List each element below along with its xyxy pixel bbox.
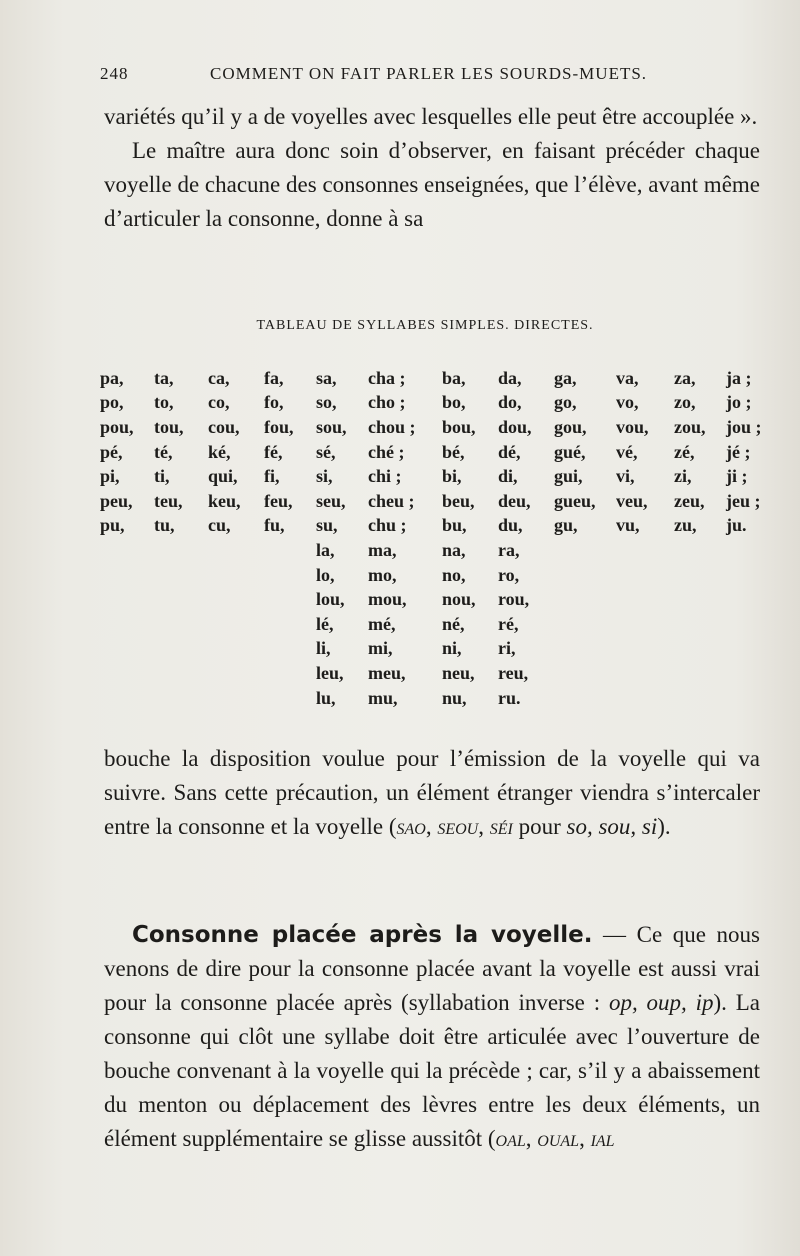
table-cell: do, <box>498 392 522 413</box>
table-cell: gué, <box>554 441 586 462</box>
table-row <box>100 686 768 711</box>
table-cell <box>726 538 768 563</box>
table-cell <box>674 661 726 686</box>
table-cell: mou, <box>368 589 407 610</box>
table-cell: ca, <box>208 367 230 388</box>
table-cell: la, <box>316 539 335 560</box>
table-cell: cho ; <box>368 392 406 413</box>
table-row <box>100 489 768 514</box>
table-cell: feu, <box>264 490 293 511</box>
section-consonne-apres: Consonne placée après la voyelle. — Ce que nous venons de dire pour la consonne placée avant la voyelle est aussi vrai pour la consonne placée après (syllabation inverse : op, oup, ip). La consonne qui clôt une syllabe doit être articulée avec l’ouverture de bouche convenant à la voyelle qui la précède ; car, s’il y a abaissement du menton ou déplacement des lèvres entre les deux éléments, un élément supplémentaire se glisse aussitôt (oal, oual, ial <box>104 922 760 1151</box>
table-cell: tou, <box>154 416 184 437</box>
table-cell: neu, <box>442 662 475 683</box>
table-cell: bé, <box>442 441 465 462</box>
table-cell: bu, <box>442 515 467 536</box>
table-row <box>100 415 768 440</box>
table-cell: mo, <box>368 564 397 585</box>
table-cell: mé, <box>368 613 396 634</box>
table-cell <box>726 661 768 686</box>
table-cell: bo, <box>442 392 466 413</box>
table-cell: qui, <box>208 466 238 487</box>
table-cell: fi, <box>264 466 280 487</box>
table-cell <box>154 637 208 662</box>
table-cell: ju. <box>726 515 747 536</box>
table-cell: beu, <box>442 490 475 511</box>
table-row <box>100 661 768 686</box>
table-cell <box>616 637 674 662</box>
table-cell <box>616 686 674 711</box>
table-cell: zi, <box>674 466 692 487</box>
table-cell <box>100 612 154 637</box>
table-cell: seu, <box>316 490 346 511</box>
section-heading: Consonne placée après la voyelle. <box>132 922 593 948</box>
paragraph-intro <box>104 100 760 236</box>
table-cell: mi, <box>368 638 393 659</box>
table-cell <box>154 612 208 637</box>
table-cell: chu ; <box>368 515 407 536</box>
table-cell: chou ; <box>368 416 416 437</box>
example-ial: ial <box>590 1126 615 1151</box>
table-cell: pu, <box>100 515 125 536</box>
table-cell <box>264 637 316 662</box>
table-cell <box>208 637 264 662</box>
table-cell: vu, <box>616 515 640 536</box>
table-row <box>100 440 768 465</box>
table-cell: ta, <box>154 367 174 388</box>
table-cell: ni, <box>442 638 462 659</box>
table-cell: su, <box>316 515 338 536</box>
table-cell <box>100 686 154 711</box>
table-cell: po, <box>100 392 124 413</box>
table-cell <box>264 563 316 588</box>
table-cell: fé, <box>264 441 283 462</box>
table-cell: cheu ; <box>368 490 415 511</box>
table-cell <box>554 587 616 612</box>
table-cell: deu, <box>498 490 531 511</box>
table-cell <box>726 563 768 588</box>
table-cell: co, <box>208 392 230 413</box>
paragraph-continuation: bouche la disposition voulue pour l’émission de la voyelle qui va suivre. Sans cette précaution, un élément étranger viendra s’intercaler entre la consonne et la voyelle (sao, seou, séi pour so, sou, si). <box>104 746 760 839</box>
table-cell: ra, <box>498 539 520 560</box>
table-cell: ti, <box>154 466 170 487</box>
table-cell: jé ; <box>726 441 751 462</box>
table-cell: za, <box>674 367 696 388</box>
table-cell <box>100 637 154 662</box>
table-cell <box>726 612 768 637</box>
table-cell <box>674 563 726 588</box>
table-row <box>100 538 768 563</box>
table-cell <box>264 538 316 563</box>
table-cell: zeu, <box>674 490 705 511</box>
example-inverse: op, oup, ip <box>608 990 714 1015</box>
table-cell <box>674 637 726 662</box>
table-cell <box>154 587 208 612</box>
table-cell: ré, <box>498 613 519 634</box>
table-cell <box>616 538 674 563</box>
table-cell: cu, <box>208 515 231 536</box>
paragraph-text: — Ce que nous venons de dire pour la consonne placée avant la voyelle est aussi vrai pour la consonne placée après (syllabation inverse : <box>104 922 760 1015</box>
table-cell: na, <box>442 539 466 560</box>
table-cell <box>154 661 208 686</box>
example-words: so, sou, si <box>566 814 658 839</box>
table-cell: go, <box>554 392 577 413</box>
table-cell: da, <box>498 367 522 388</box>
table-cell: né, <box>442 613 465 634</box>
table-cell: nou, <box>442 589 476 610</box>
table-cell <box>554 661 616 686</box>
table-cell: sé, <box>316 441 336 462</box>
table-cell: zu, <box>674 515 697 536</box>
table-cell: vé, <box>616 441 638 462</box>
table-cell <box>554 686 616 711</box>
table-cell: to, <box>154 392 174 413</box>
table-cell: reu, <box>498 662 529 683</box>
table-cell <box>616 661 674 686</box>
table-cell: keu, <box>208 490 241 511</box>
table-cell: zou, <box>674 416 706 437</box>
table-cell: fo, <box>264 392 284 413</box>
syllable-table <box>100 366 768 710</box>
table-cell: nu, <box>442 687 467 708</box>
table-cell: vo, <box>616 392 639 413</box>
table-cell: ma, <box>368 539 397 560</box>
table-cell <box>616 563 674 588</box>
table-cell: gu, <box>554 515 578 536</box>
table-cell: cou, <box>208 416 240 437</box>
table-cell: zé, <box>674 441 695 462</box>
table-cell <box>100 587 154 612</box>
table-cell: jo ; <box>726 392 752 413</box>
table-row <box>100 464 768 489</box>
table-cell: vi, <box>616 466 635 487</box>
table-cell: lu, <box>316 687 336 708</box>
example-seou: seou <box>437 814 479 839</box>
table-cell <box>100 538 154 563</box>
paragraph-text: Le maître aura donc soin d’observer, en faisant précéder chaque voyelle de chacune des consonnes enseignées, que l’élève, avant même d’articuler la consonne, donne à sa <box>104 138 760 231</box>
table-cell <box>616 612 674 637</box>
table-cell: ché ; <box>368 441 405 462</box>
table-cell: dé, <box>498 441 521 462</box>
table-cell: ja ; <box>726 367 752 388</box>
running-title: COMMENT ON FAIT PARLER LES SOURDS-MUETS. <box>210 64 648 83</box>
table-cell <box>554 538 616 563</box>
table-cell <box>208 661 264 686</box>
table-cell: vou, <box>616 416 649 437</box>
table-cell <box>554 637 616 662</box>
table-row <box>100 366 768 391</box>
table-cell: va, <box>616 367 639 388</box>
table-cell: fu, <box>264 515 285 536</box>
table-cell: ro, <box>498 564 520 585</box>
table-cell: pé, <box>100 441 123 462</box>
table-cell <box>100 563 154 588</box>
table-cell: peu, <box>100 490 133 511</box>
table-title: TABLEAU DE SYLLABES SIMPLES. DIRECTES. <box>256 318 594 333</box>
table-cell: no, <box>442 564 466 585</box>
table-cell <box>100 661 154 686</box>
table-row <box>100 637 768 662</box>
table-cell <box>208 686 264 711</box>
table-cell: ga, <box>554 367 577 388</box>
table-cell <box>726 587 768 612</box>
table-cell: du, <box>498 515 523 536</box>
table-cell: si, <box>316 466 333 487</box>
table-cell <box>674 612 726 637</box>
paragraph-line: variétés qu’il y a de voyelles avec lesquelles elle peut être accouplée ». <box>104 104 758 129</box>
table-cell: veu, <box>616 490 648 511</box>
paragraph-text: bouche la disposition voulue pour l’émission de la voyelle qui va suivre. Sans cette précaution, un élément étranger viendra s’intercaler entre la consonne et la voyelle ( <box>104 746 760 839</box>
table-row <box>100 587 768 612</box>
table-cell: ru. <box>498 687 521 708</box>
table-cell: gueu, <box>554 490 596 511</box>
table-cell <box>154 686 208 711</box>
table-cell: fa, <box>264 367 284 388</box>
table-cell: sou, <box>316 416 347 437</box>
table-cell: ba, <box>442 367 466 388</box>
table-cell: cha ; <box>368 367 406 388</box>
table-cell <box>264 686 316 711</box>
example-oal: oal <box>495 1126 526 1151</box>
table-row <box>100 514 768 539</box>
table-cell: ri, <box>498 638 516 659</box>
table-cell: di, <box>498 466 518 487</box>
table-cell: so, <box>316 392 337 413</box>
table-cell <box>726 686 768 711</box>
table-row <box>100 563 768 588</box>
table-row <box>100 391 768 416</box>
table-cell: ji ; <box>726 466 748 487</box>
table-cell: pa, <box>100 367 124 388</box>
table-cell <box>726 637 768 662</box>
table-cell: lou, <box>316 589 345 610</box>
table-cell <box>208 538 264 563</box>
page-number: 248 <box>100 64 129 83</box>
table-cell: rou, <box>498 589 530 610</box>
table-cell: jeu ; <box>726 490 761 511</box>
table-cell: dou, <box>498 416 532 437</box>
table-cell <box>208 563 264 588</box>
table-cell <box>264 661 316 686</box>
table-cell: mu, <box>368 687 398 708</box>
table-cell: jou ; <box>726 416 762 437</box>
example-oual: oual <box>537 1126 580 1151</box>
table-cell <box>616 587 674 612</box>
table-cell: leu, <box>316 662 344 683</box>
table-cell: chi ; <box>368 466 402 487</box>
table-cell: pi, <box>100 466 120 487</box>
table-row <box>100 612 768 637</box>
example-sao: sao <box>396 814 426 839</box>
table-cell <box>208 587 264 612</box>
table-cell: té, <box>154 441 173 462</box>
table-cell: li, <box>316 638 331 659</box>
table-cell: fou, <box>264 416 294 437</box>
table-cell <box>154 538 208 563</box>
table-cell: meu, <box>368 662 406 683</box>
table-cell: ké, <box>208 441 231 462</box>
table-cell: lé, <box>316 613 334 634</box>
table-cell <box>554 563 616 588</box>
table-cell <box>208 612 264 637</box>
example-sei: séi <box>489 814 513 839</box>
table-cell: sa, <box>316 367 337 388</box>
table-cell: pou, <box>100 416 134 437</box>
table-cell: bi, <box>442 466 462 487</box>
table-cell: teu, <box>154 490 183 511</box>
table-cell: tu, <box>154 515 175 536</box>
table-cell <box>674 538 726 563</box>
table-cell <box>554 612 616 637</box>
table-cell: gui, <box>554 466 583 487</box>
table-cell <box>674 686 726 711</box>
table-cell <box>264 587 316 612</box>
table-cell: zo, <box>674 392 696 413</box>
table-cell: bou, <box>442 416 476 437</box>
table-cell <box>264 612 316 637</box>
table-cell: lo, <box>316 564 335 585</box>
table-cell <box>154 563 208 588</box>
table-cell: gou, <box>554 416 587 437</box>
table-cell <box>674 587 726 612</box>
